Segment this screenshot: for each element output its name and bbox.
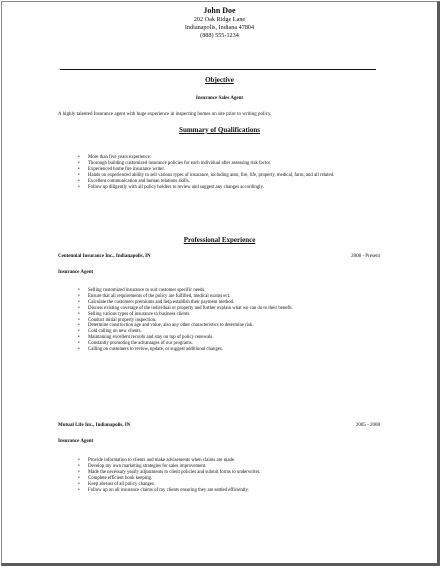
applicant-name: John Doe	[203, 6, 236, 15]
resume-page	[1, 1, 440, 566]
job-role: Insurance Agent	[58, 439, 94, 444]
resume-header	[2, 6, 437, 40]
list-item: • Ensure that all requirements of the policy are fulfilled, medical exams ect.	[88, 294, 388, 300]
qualifications-heading: Summary of Qualifications	[179, 126, 260, 134]
qualifications-list	[72, 155, 388, 190]
list-item: • Provide information to clients and make advisements when claims are made.	[88, 458, 388, 464]
company-name: Mutual Life Inc., Indianapolis, IN	[58, 423, 131, 428]
job-header-2	[58, 422, 380, 429]
experience-heading: Professional Experience	[183, 236, 256, 244]
list-item: • Excellent communication and human relations skills.	[88, 179, 388, 185]
list-item: • Calling on customers to review, update, or suggest additional changes.	[88, 347, 388, 353]
employment-dates: 2005 - 2008	[355, 423, 380, 428]
list-item: • Develop my own marketing strategies for sales improvement.	[88, 464, 388, 470]
list-item: • Selling various types of insurance to business clients.	[88, 312, 388, 318]
objective-heading: Objective	[205, 76, 234, 84]
list-item: • Calculate the customers premiums and help establish their payment method.	[88, 300, 388, 306]
list-item: • Made the necessary yearly adjustments to client policies and submit forms to underwriter.	[88, 470, 388, 476]
job-duties-list	[72, 288, 388, 353]
list-item: • Follow up diligently with all policy holders to review and suggest any changes accordingly.	[88, 185, 388, 191]
list-item: • Hands on experienced ability to sell various types of insurance, including auto, fire, life, property, medical, farm, and all related.	[88, 173, 388, 179]
list-item: • Complete efficient book keeping.	[88, 476, 388, 482]
street-address: 202 Oak Ridge Lane	[193, 16, 246, 23]
job-duties-list	[72, 458, 388, 493]
list-item: • Thorough building customized insurance policies for each individual after assessing risk factor.	[88, 161, 388, 167]
list-item: • Selling customized insurance to suit customer specific needs.	[88, 288, 388, 294]
list-item: • More than five years experience.	[88, 155, 388, 161]
city-state-zip: Indianapolis, Indiana 47804	[184, 24, 255, 31]
list-item: • Keep abreast of all policy changes.	[88, 482, 388, 488]
list-item: • Discuss existing coverage of the individual or property and further explain what we can do to their benefit.	[88, 306, 388, 312]
header-divider	[60, 69, 376, 70]
list-item: • Conduct initial property inspection.	[88, 318, 388, 324]
list-item: • Determine construction age and value, also any other characteristics to determine risk.	[88, 323, 388, 329]
objective-title: Insurance Sales Agent	[195, 96, 244, 101]
job-header-1	[58, 253, 380, 260]
company-name: Centennial Insurance Inc., Indianapolis, IN	[58, 254, 151, 259]
job-role: Insurance Agent	[58, 270, 94, 275]
list-item: • Experienced home fire insurance writer.	[88, 167, 388, 173]
phone-number: (888) 555-1234	[200, 32, 239, 39]
list-item: • Follow up on all insurance claims of my clients ensuring they are settled efficiently.	[88, 488, 388, 494]
employment-dates: 2008 - Present	[351, 254, 380, 259]
list-item: • Constantly promoting the advantages of our programs.	[88, 341, 388, 347]
list-item: • Cold calling on new clients.	[88, 329, 388, 335]
list-item: • Maintaining excellent records and stay on top of policy renewals.	[88, 335, 388, 341]
objective-text: A highly talented Insurance agent with huge experience in inspecting homes on site prior to writing policy.	[58, 112, 272, 117]
